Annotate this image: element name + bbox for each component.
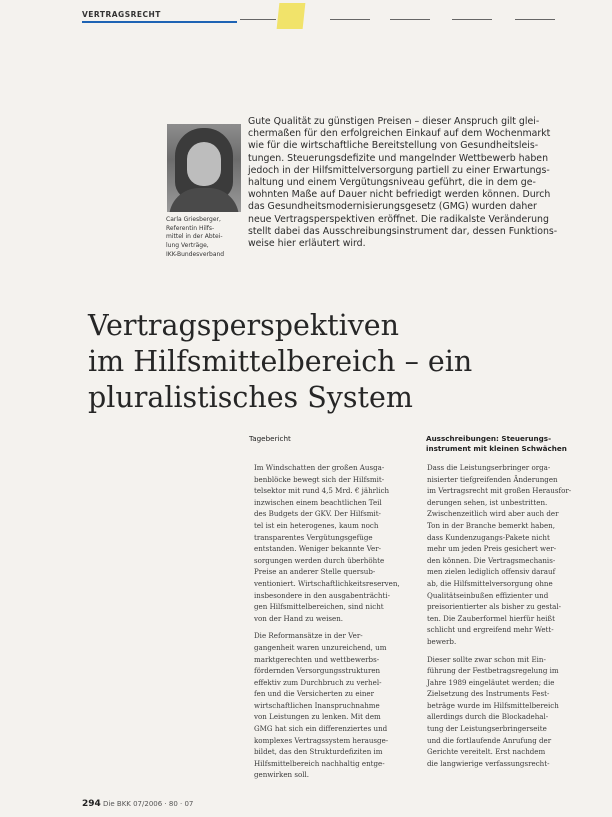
text-line: telsektor mit rund 4,5 Mrd. € jährlich: [254, 486, 390, 496]
header-rule-segment: [390, 19, 430, 20]
text-line: von Leistungen zu lenken. Mit dem: [254, 712, 381, 722]
text-line: beträge wurde im Hilfsmittelbereich: [427, 700, 559, 710]
text-line: ten. Die Zauberformel hierfür heißt: [427, 613, 556, 623]
text-line: Preise an anderer Stelle quersub-: [254, 567, 376, 577]
intro-line: das Gesundheitsmodernisierungsgesetz (GMG) wurden daher: [248, 201, 537, 213]
title-line: Vertragsperspektiven: [88, 309, 400, 342]
title-line: pluralistisches System: [88, 381, 413, 414]
text-line: dass Kundenzugangs-Pakete nicht: [427, 532, 550, 542]
text-line: des Budgets der GKV. Der Hilfsmit-: [254, 509, 381, 519]
text-line: die langwierige verfassungsrecht-: [427, 758, 550, 768]
intro-line: haltung und einem Vergütungsniveau geführt, die in dem ge-: [248, 177, 536, 189]
caption-line: mittel in der Abtei-: [166, 233, 223, 241]
text-line: führung der Festbetragsregelung im: [427, 666, 559, 676]
author-photo: [167, 124, 241, 212]
text-line: bewerb.: [427, 636, 457, 646]
text-line: Ton in der Branche bemerkt haben,: [427, 520, 555, 530]
text-line: schlicht und ergreifend mehr Wett-: [427, 625, 554, 635]
column-2-text: [427, 462, 577, 769]
text-line: marktgerechten und wettbewerbs-: [254, 654, 380, 664]
page-number: 294: [82, 799, 101, 809]
text-line: genwirken soll.: [254, 770, 310, 780]
article-title: [88, 308, 558, 416]
text-line: preisorientierter als bisher zu gestal-: [427, 602, 562, 612]
text-line: Zwischenzeitlich wird aber auch der: [427, 509, 559, 519]
author-caption: [166, 216, 248, 260]
text-line: wirtschaftlichen Inanspruchnahme: [254, 700, 380, 710]
intro-line: Gute Qualität zu günstigen Preisen – dieser Anspruch gilt glei-: [248, 116, 540, 127]
intro-line: neue Vertragsperspektiven eröffnet. Die radikalste Veränderung: [248, 213, 549, 225]
intro-line: wohnten Maße auf Dauer nicht befriedigt werden können. Durch: [248, 189, 551, 201]
text-line: mehr um jeden Preis gesichert wer-: [427, 544, 557, 554]
caption-line: IKK-Bundesverband: [166, 250, 225, 258]
text-line: bildet, das den Strukturdefiziten im: [254, 747, 383, 757]
header-rule: [82, 21, 237, 23]
header-rule-segment: [452, 19, 492, 20]
text-line: tel ist ein heterogenes, kaum noch: [254, 520, 379, 530]
column-1-text: [254, 462, 402, 781]
text-line: Gerichte vereitelt. Erst nachdem: [427, 747, 546, 757]
text-line: inzwischen einem beachtlichen Teil: [254, 497, 382, 507]
section-label: VERTRAGSRECHT: [82, 10, 161, 19]
text-line: ab, die Hilfsmittelversorgung ohne: [427, 578, 553, 588]
text-line: von der Hand zu weisen.: [254, 613, 344, 623]
header-rule-segment: [240, 19, 276, 20]
header-rule-segment: [330, 19, 370, 20]
title-line: im Hilfsmittelbereich – ein: [88, 345, 473, 378]
text-line: Dass die Leistungserbringer orga-: [427, 463, 551, 472]
text-line: und die fortlaufende Anrufung der: [427, 735, 552, 745]
text-line: nisierter tiefgreifenden Änderungen: [427, 474, 558, 484]
text-line: den können. Die Vertragsmechanis-: [427, 555, 556, 565]
text-line: entstanden. Weniger bekannte Ver-: [254, 544, 382, 554]
text-line: Im Windschatten der großen Ausga-: [254, 463, 385, 472]
col2-heading-line: Ausschreibungen: Steuerungs-: [426, 434, 552, 443]
intro-line: tungen. Steuerungsdefizite und mangelnder Wettbewerb haben: [248, 152, 549, 164]
text-line: GMG hat sich ein differenziertes und: [254, 724, 388, 734]
intro-line: wie für die wirtschaftliche Bereitstellung von Gesundheitsleis-: [248, 140, 539, 152]
text-line: Hilfsmittelbereich nachhaltig entge-: [254, 758, 385, 768]
text-line: men zielen lediglich offensiv darauf: [427, 567, 556, 577]
caption-line: Carla Griesberger,: [166, 216, 221, 223]
text-line: gen Hilfsmittelbereichen, sind nicht: [254, 602, 384, 612]
text-line: fördernden Versorgungsstrukturen: [254, 666, 381, 676]
yellow-marker-tab: [277, 3, 306, 29]
caption-line: lung Verträge,: [166, 242, 209, 250]
text-line: Qualitätseinbußen effizienter und: [427, 590, 549, 600]
text-line: sorgungen werden durch überhöhte: [254, 555, 385, 565]
text-line: derungen sehen, ist unbestritten.: [427, 497, 548, 507]
text-line: Jahre 1989 eingeläutet werden; die: [427, 677, 555, 687]
col2-heading-line: instrument mit kleinen Schwächen: [426, 444, 567, 453]
text-line: Zielsetzung des Instruments Fest-: [427, 689, 550, 699]
journal-ref: Die BKK 07/2006 · 80 · 07: [103, 800, 194, 808]
text-line: insbesondere in den ausgabenträchti-: [254, 590, 390, 600]
text-line: ventioniert. Wirtschaftlichkeitsreserven,: [254, 578, 400, 588]
text-line: effektiv zum Durchbruch zu verhel-: [254, 677, 382, 687]
caption-line: Referentin Hilfs-: [166, 224, 215, 232]
intro-line: stellt dabei das Ausschreibungsinstrument dar, dessen Funktions-: [248, 225, 558, 237]
text-line: im Vertragsrecht mit großen Herausfor-: [427, 486, 572, 496]
text-line: fen und die Versicherten zu einer: [254, 689, 375, 699]
text-line: Dieser sollte zwar schon mit Ein-: [427, 654, 546, 664]
page-footer: [82, 799, 193, 809]
intro-line: weise hier erläutert wird.: [248, 238, 366, 250]
header-rule-segment: [515, 19, 555, 20]
intro-text: [248, 116, 578, 250]
text-line: benblöcke bewegt sich der Hilfsmit-: [254, 474, 385, 484]
col2-heading: [426, 434, 567, 454]
text-line: allerdings durch die Blockadehal-: [427, 712, 549, 722]
text-line: tung der Leistungserbringerseite: [427, 724, 547, 734]
text-line: Die Reformansätze in der Ver-: [254, 631, 363, 641]
text-line: komplexes Vertragssystem herausge-: [254, 735, 389, 745]
text-line: gangenheit waren unzureichend, um: [254, 642, 387, 652]
text-line: transparentes Vergütungsgefüge: [254, 532, 373, 542]
intro-line: chermaßen für den erfolgreichen Einkauf auf dem Wochenmarkt: [248, 128, 551, 140]
col1-heading: Tagebericht: [249, 434, 291, 443]
intro-line: jedoch in der Hilfsmittelversorgung partiell zu einer Erwartungs-: [248, 164, 550, 176]
